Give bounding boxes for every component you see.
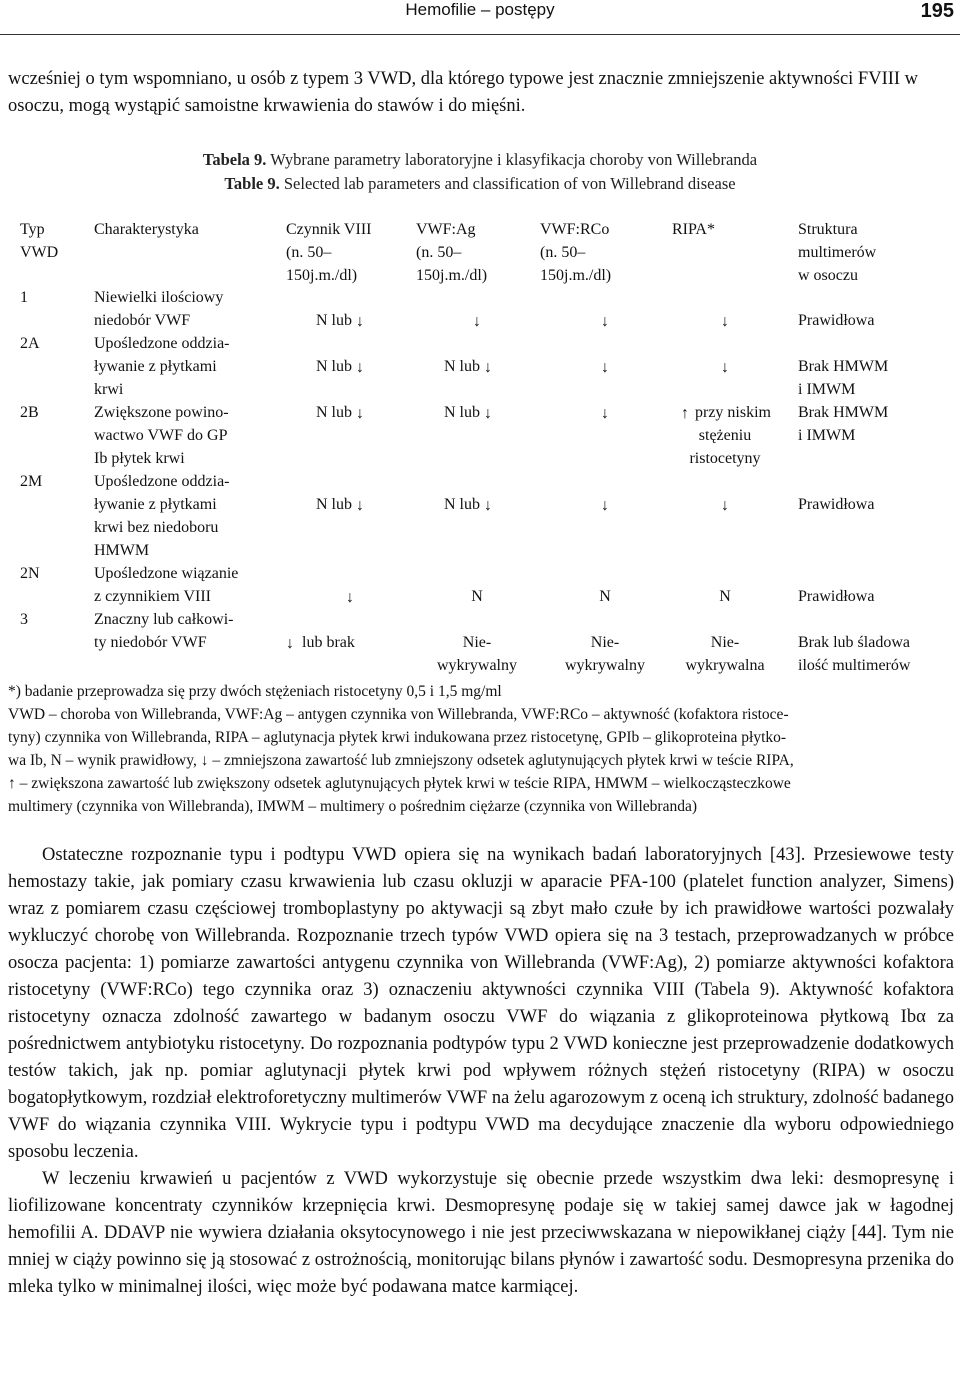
cell-line [660,401,790,424]
table-notes [8,680,954,818]
cell-line: Niewielki ilościowy [94,289,224,306]
cell-line: Upośledzone oddzia- [94,335,230,352]
caption-label: Tabela 9. [202,150,267,169]
cell-ripa [660,631,790,677]
cell-line: 3 [20,611,28,628]
arrow-down-icon: ↓ [286,635,294,652]
header-line: VWF:Ag [416,221,476,238]
cell-struktura [798,585,954,608]
cell-line: Prawidłowa [798,312,875,329]
cell-line [286,631,414,654]
cell-rco [540,332,670,378]
header-line: (n. 50– [540,244,586,261]
header-line: 150j.m./dl) [540,267,612,284]
cell-ripa [660,401,790,470]
cell-viii [286,608,414,654]
table-row [6,608,954,674]
cell-struktura [798,493,954,516]
cell-typ [20,332,80,355]
paragraph: W leczeniu krwawień u pacjentów z VWD wykorzystuje się obecnie przede wszystkim dwa leki: desmopresynę i liofilizowane koncentraty czynników krzepnięcia krwi. Desmopresynę podaje się w takiej samej dawce jak w łagodnej hemofilii A. DDAVP nie wywiera działania oksytocynowego i nie jest przeciwwskazana w niepowikłanej ciąży [44]. Tym nie mniej w ciąży powinno się ją stosować z ostrożnością, monitorując bilans płynów i zawartość sodu. Desmopresyna przenika do mleka tylko w minimalnej ilości, więc może być podawana matce karmiącej. [8,1169,954,1297]
cell-line: 2B [20,404,39,421]
table-row [6,470,954,562]
header-vwf-rco [540,218,670,287]
arrow-up-icon: ↑ [8,775,16,792]
cell-line: 1 [20,289,28,306]
cell-line [660,355,790,378]
cell-ag [416,631,538,677]
intro-paragraph: wcześniej o tym wspomniano, u osób z typem 3 VWD, dla którego typowe jest znacznie zmniejszenie aktywności FVIII w osoczu, mogą wystąpić samoistne krwawienia do stawów i do mięśni. [8,69,919,116]
arrow-down-icon: ↓ [200,752,209,769]
cell-line: Znaczny lub całkowi- [94,611,234,628]
header-line: RIPA* [672,221,715,238]
header-struktura [798,218,954,287]
arrow-down-icon: ↓ [721,313,729,330]
cell-struktura [798,309,954,332]
header-vwf-ag [416,218,538,287]
arrow-down-icon: ↓ [601,359,609,376]
cell-line: 2M [20,473,43,490]
abbreviation-line: VWD – choroba von Willebranda, VWF:Ag – antygen czynnika von Willebranda, VWF:RCo – aktywność (kofaktora ristoce- [8,706,789,723]
header-line: w osoczu [798,267,858,284]
cell-line: ływanie z płytkami [94,358,217,375]
header-line: VWF:RCo [540,221,610,238]
arrow-down-icon: ↓ [721,497,729,514]
cell-line: ływanie z płytkami [94,496,217,513]
cell-line: krwi bez niedoboru [94,519,219,536]
abbreviation-line: wa Ib, N – wynik prawidłowy, ↓ – zmniejszona zawartość lub zmniejszony odsetek aglutynujących płytek krwi w teście RIPA, [8,752,794,769]
cell-line: HMWM [94,542,150,559]
cell-line: Zwiększone powino- [94,404,229,421]
cell-viii [286,562,414,608]
caption-text: Selected lab parameters and classification of von Willebrand disease [279,174,736,193]
table-row [6,562,954,608]
arrow-down-icon: ↓ [473,313,481,330]
cell-line [540,493,670,516]
arrow-down-icon: ↓ [346,589,354,606]
cell-text: N lub [316,404,356,421]
cell-rco [540,562,670,608]
cell-line: stężeniu [698,427,752,444]
cell-typ [20,562,80,585]
cell-charakterystyka [94,286,274,332]
table-row [6,401,954,470]
cell-ripa [660,332,790,378]
cell-line [540,355,670,378]
arrow-down-icon: ↓ [356,497,364,514]
cell-line: i IMWM [798,381,856,398]
cell-rco [540,286,670,332]
cell-line: Prawidłowa [798,588,875,605]
cell-charakterystyka [94,608,274,654]
cell-line: z czynnikiem VIII [94,588,211,605]
cell-text: N lub [444,358,484,375]
cell-ag [416,286,538,332]
cell-text: N lub [316,358,356,375]
cell-text: N [471,588,483,605]
cell-text: N lub [444,496,484,513]
cell-line: Prawidłowa [798,496,875,513]
arrow-down-icon: ↓ [601,313,609,330]
cell-line: 2N [20,565,40,582]
cell-line: Brak HMWM [798,358,889,375]
arrow-down-icon: ↓ [356,405,364,422]
cell-line [660,493,790,516]
cell-line [660,585,790,608]
header-line: Typ [20,221,45,238]
table-caption-en [0,172,960,196]
cell-line: Ib płytek krwi [94,450,185,467]
cell-typ [20,401,80,424]
arrow-down-icon: ↓ [356,313,364,330]
header-line: multimerów [798,244,877,261]
header-typ [20,218,80,264]
cell-typ [20,608,80,631]
page-header [0,0,960,35]
cell-rco [540,631,670,677]
cell-line: Nie- [462,634,492,651]
body-text [8,842,954,1301]
cell-line: niedobór VWF [94,312,191,329]
page-number: 195 [920,0,954,22]
arrow-down-icon: ↓ [356,359,364,376]
cell-struktura [798,401,954,447]
arrow-down-icon: ↓ [601,405,609,422]
cell-line: Nie- [590,634,620,651]
cell-rco [540,401,670,424]
caption-text: Wybrane parametry laboratoryjne i klasyfikacja choroby von Willebranda [266,150,758,169]
table-header-row [6,218,954,286]
header-charakterystyka [94,218,274,241]
cell-line: wykrywalny [565,657,645,674]
header-line: 150j.m./dl) [416,267,488,284]
cell-ripa [660,286,790,332]
abbreviation-line: ↑ – zwiększona zawartość lub zwiększony odsetek aglutynujących płytek krwi w teście RIPA, HMWM – wielkocząsteczkowe [8,775,791,792]
caption-label: Table 9. [224,174,280,193]
cell-ripa [660,470,790,516]
cell-line: Brak lub śladowa [798,634,910,651]
header-line: VWD [20,244,59,261]
cell-charakterystyka [94,562,274,608]
cell-line [540,401,670,424]
arrow-down-icon: ↓ [484,359,492,376]
running-title: Hemofilie – postępy [405,0,555,19]
arrow-down-icon: ↓ [484,497,492,514]
cell-line [416,585,538,608]
cell-line: ilość multimerów [798,657,911,674]
cell-line: wykrywalna [685,657,765,674]
cell-line: ty niedobór VWF [94,634,207,651]
abbreviation-line: tyny) czynnika von Willebranda, RIPA – aglutynacja płytek krwi indukowana przez ristocetynę, GPIb – glikoproteina płytko- [8,729,787,746]
header-line: (n. 50– [286,244,332,261]
table-caption-pl [0,148,960,172]
cell-text: przy niskim [691,404,771,421]
cell-text: N lub [316,312,356,329]
header-line: Charakterystyka [94,221,199,238]
paragraph: Ostateczne rozpoznanie typu i podtypu VWD opiera się na wynikach badań laboratoryjnych [43]. Przesiewowe testy hemostazy takie, jak pomiary czasu krwawienia lub czasu okluzji w aparacie PFA-100 (platelet function analyzer, Simens) wraz z pomiarem czasu częściowej tromboplastyny po aktywacji są zbyt mało czułe by ich prawidłowe wartości pozwalały wykluczyć chorobę von Willebranda. Rozpoznanie trzech typów VWD opiera się na 3 testach, przeprowadzanych w próbce osocza pacjenta: 1) pomiarze zawartości antygenu czynnika von Willebranda (VWF:Ag), 2) pomiarze aktywności kofaktora ristocetyny (VWF:RCo) tego czynnika oraz 3) oznaczeniu aktywności czynnika VIII (Tabela 9). Aktywność kofaktora ristocetyny oznacza zdolność zawartego w badanym osoczu VWF do wiązania z glikoproteinowa płytkową Ibα za pośrednictwem antybiotyku ristocetyny. Do rozpoznania podtypów typu 2 VWD konieczne jest przeprowadzenie dodatkowych testów takich, jak np. pomiar aglutynacji płytek krwi pod wpływem różnych stężeń ristocetyny (RIPA) w osoczu bogatopłytkowym, rozdział elektroforetyczny multimerów VWF na żelu agarozowym z oceną ich struktury, zdolność badanego VWF do wiązania czynnika VIII. Wykrycie typu i podtypu VWD ma decydujące znaczenie dla wyboru odpowiedniego sposobu leczenia. [8,845,954,1162]
cell-text: N [719,588,731,605]
cell-line: Upośledzone oddzia- [94,473,230,490]
cell-line [540,585,670,608]
vwd-classification-table [6,218,954,674]
cell-text: N lub [444,404,484,421]
table-footnote: *) badanie przeprowadza się przy dwóch stężeniach ristocetyny 0,5 i 1,5 mg/ml [8,683,502,700]
cell-line: Nie- [710,634,740,651]
cell-struktura [798,631,954,677]
cell-line [660,309,790,332]
cell-line: i IMWM [798,427,856,444]
cell-ripa [660,562,790,608]
header-ripa [660,218,790,241]
cell-rco [540,470,670,516]
cell-text: lub brak [298,634,355,651]
cell-line: wykrywalny [437,657,517,674]
arrow-down-icon: ↓ [721,359,729,376]
table-row [6,332,954,401]
cell-charakterystyka [94,332,274,401]
cell-line [540,309,670,332]
arrow-down-icon: ↓ [601,497,609,514]
cell-line: krwi [94,381,124,398]
cell-line [416,309,538,332]
cell-line: Upośledzone wiązanie [94,565,239,582]
cell-typ [20,470,80,493]
cell-text: N lub [316,496,356,513]
cell-text: N [599,588,611,605]
abbreviation-line: multimery (czynnika von Willebranda), IMWM – multimery o pośrednim ciężarze (czynnika von Willebranda) [8,798,697,815]
arrow-up-icon: ↑ [681,405,689,422]
cell-ag [416,562,538,608]
header-line: Struktura [798,221,858,238]
cell-line: 2A [20,335,40,352]
header-line: 150j.m./dl) [286,267,358,284]
cell-charakterystyka [94,470,274,562]
cell-charakterystyka [94,401,274,470]
header-line: (n. 50– [416,244,462,261]
cell-typ [20,286,80,309]
cell-line [286,585,414,608]
table-row [6,286,954,332]
cell-line: Brak HMWM [798,404,889,421]
arrow-down-icon: ↓ [484,405,492,422]
header-czynnik-viii [286,218,414,287]
cell-line: wactwo VWF do GP [94,427,228,444]
cell-struktura [798,355,954,401]
header-line: Czynnik VIII [286,221,372,238]
cell-line: ristocetyny [689,450,761,467]
table-body [6,286,954,674]
